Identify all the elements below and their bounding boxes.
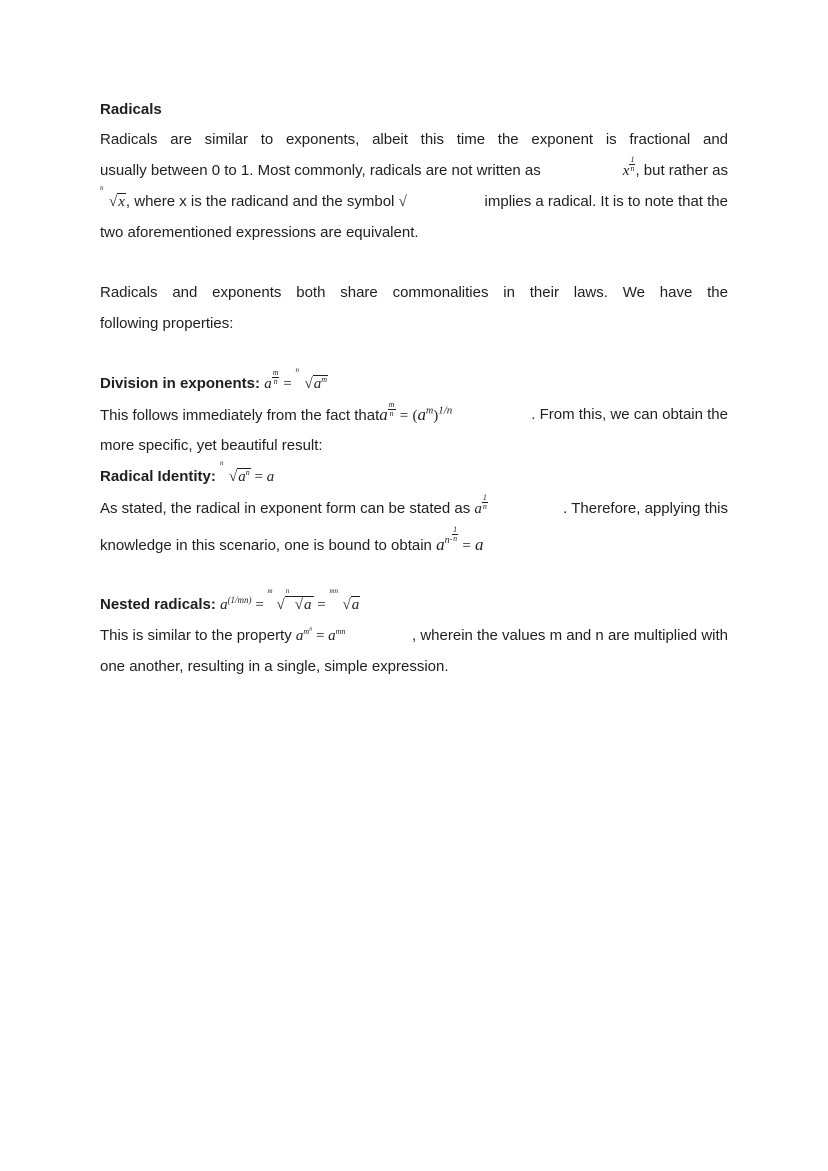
radical-symbol-icon: √ — [398, 194, 407, 210]
paragraph-line: Radicals and exponents both share commonalities in their laws. We have the — [100, 284, 728, 301]
math-nth-root-x: n √x — [100, 184, 125, 210]
paragraph-line: knowledge in this scenario, one is bound to obtain $a^{n\cdot \frac{1}{n}}$ = a — [100, 525, 484, 555]
paragraph-line: one another, resulting in a single, simple expression. — [100, 658, 449, 675]
math-power-of-power: $a^{m^n} = a^{mn}$ — [295, 626, 346, 644]
math-fact-equation: a $\frac{m}{n}$ = $(a^m)^{1/n}$ — [379, 399, 453, 424]
math-nested-radicals: $a^{(1/mn)}$ = m √ n √a = mn √a — [220, 587, 360, 613]
math-division-in-exponents: a $\frac{m}{n}$ = n $√a^m$ — [264, 366, 327, 392]
paragraph-line: This is similar to the property $a^{m^n} = a^{mn}$ , wherein the values m and n are multiplied with — [100, 626, 728, 644]
paragraph-line: As stated, the radical in exponent form can be stated as a $\frac{1}{n}$ . Therefore, applying this — [100, 492, 728, 517]
math-identity-result: $a^{n\cdot \frac{1}{n}}$ = a — [436, 525, 484, 555]
math-x-power-1-over-n: x $\frac{1}{n}$ , but rather as — [622, 154, 728, 179]
paragraph-line: following properties: — [100, 315, 234, 332]
property-heading: Division in exponents: a $\frac{m}{n}$ = n $√a^m$ — [100, 366, 327, 392]
math-a-power-1-over-n: a $\frac{1}{n}$ — [474, 492, 487, 517]
paragraph-line: more specific, yet beautiful result: — [100, 437, 323, 454]
section-title: Radicals — [100, 101, 162, 118]
property-heading: Radical Identity: n $√a^n = a$ — [100, 459, 275, 485]
property-heading: Nested radicals: $a^{(1/mn)}$ = m √ n √a = mn √a — [100, 587, 360, 613]
paragraph-line: two aforementioned expressions are equivalent. — [100, 224, 419, 241]
paragraph-line: n √x, where x is the radicand and the symbol √ implies a radical. It is to note that the — [100, 186, 728, 217]
paragraph-line: usually between 0 to 1. Most commonly, radicals are not written as x $\frac{1}{n}$ , but rather as — [100, 155, 728, 186]
document-page — [100, 96, 728, 682]
paragraph-line: This follows immediately from the fact thata $\frac{m}{n}$ = $(a^m)^{1/n}$ . From this, we can obtain the — [100, 399, 728, 424]
math-radical-identity: n $√a^n = a$ — [220, 459, 275, 485]
paragraph-line: Radicals are similar to exponents, albeit this time the exponent is fractional and — [100, 131, 728, 148]
